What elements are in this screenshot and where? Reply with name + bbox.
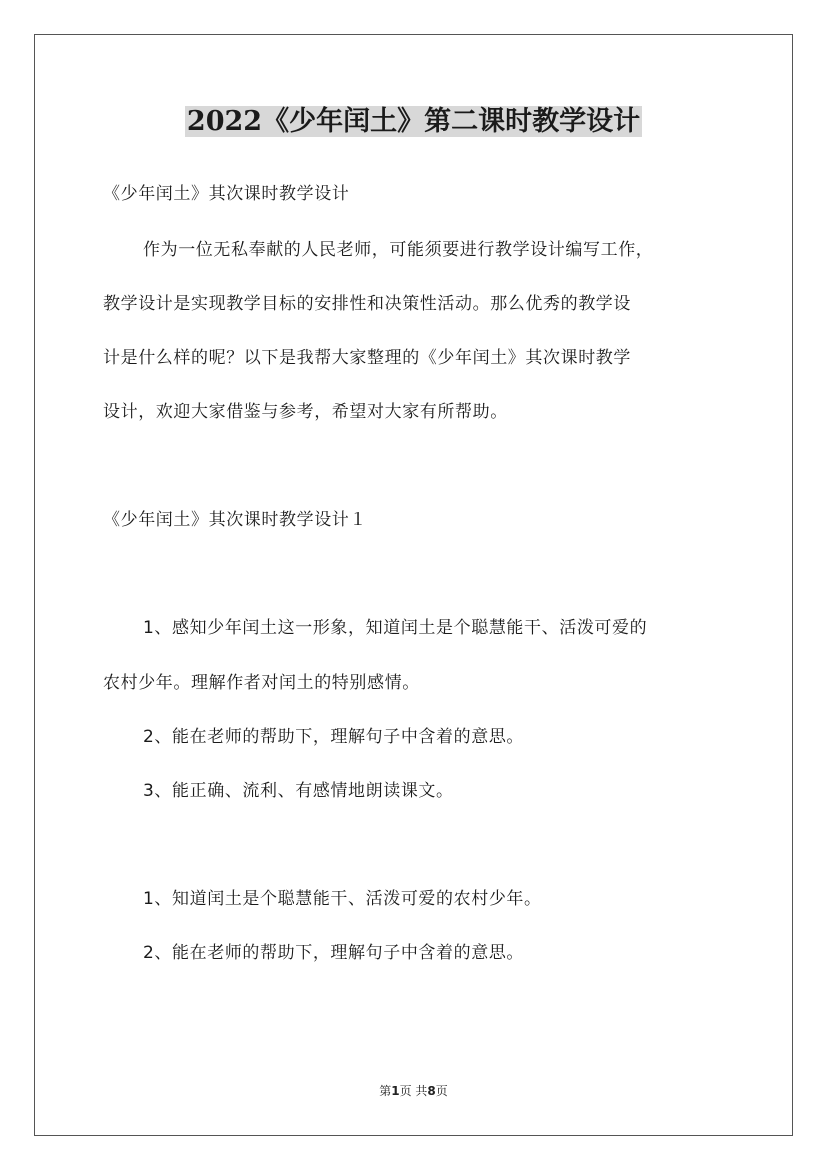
intro-line-2: 教学设计是实现教学目标的安排性和决策性活动。那么优秀的教学设 — [103, 294, 631, 314]
subtitle: 《少年闰土》其次课时教学设计 — [103, 184, 350, 204]
footer-page-suffix: 页 — [435, 1084, 448, 1098]
page-footer — [0, 1083, 827, 1099]
goal-line-3: 2、能在老师的帮助下，理解句子中含着的意思。 — [143, 727, 525, 747]
document-title — [0, 103, 827, 141]
document-title-text: 2022《少年闰土》第二课时教学设计 — [186, 106, 641, 137]
intro-line-3: 计是什么样的呢？以下是我帮大家整理的《少年闰土》其次课时教学 — [103, 348, 631, 368]
intro-line-4: 设计，欢迎大家借鉴与参考，希望对大家有所帮助。 — [103, 402, 508, 422]
key-point-1: 1、知道闰土是个聪慧能干、活泼可爱的农村少年。 — [143, 889, 542, 909]
goal-line-1: 1、感知少年闰土这一形象，知道闰土是个聪慧能干、活泼可爱的 — [143, 618, 648, 638]
footer-page-mid: 页 共 — [399, 1084, 428, 1098]
footer-page-prefix: 第 — [379, 1084, 392, 1098]
footer-page-total: 8 — [427, 1084, 436, 1098]
footer-page-current: 1 — [391, 1084, 400, 1098]
goal-line-4: 3、能正确、流利、有感情地朗读课文。 — [143, 781, 454, 801]
key-point-2: 2、能在老师的帮助下，理解句子中含着的意思。 — [143, 943, 525, 963]
section-heading: 《少年闰土》其次课时教学设计１ — [103, 510, 367, 530]
intro-line-1: 作为一位无私奉献的人民老师，可能须要进行教学设计编写工作， — [143, 240, 654, 260]
goal-line-2: 农村少年。理解作者对闰土的特别感情。 — [103, 673, 420, 693]
